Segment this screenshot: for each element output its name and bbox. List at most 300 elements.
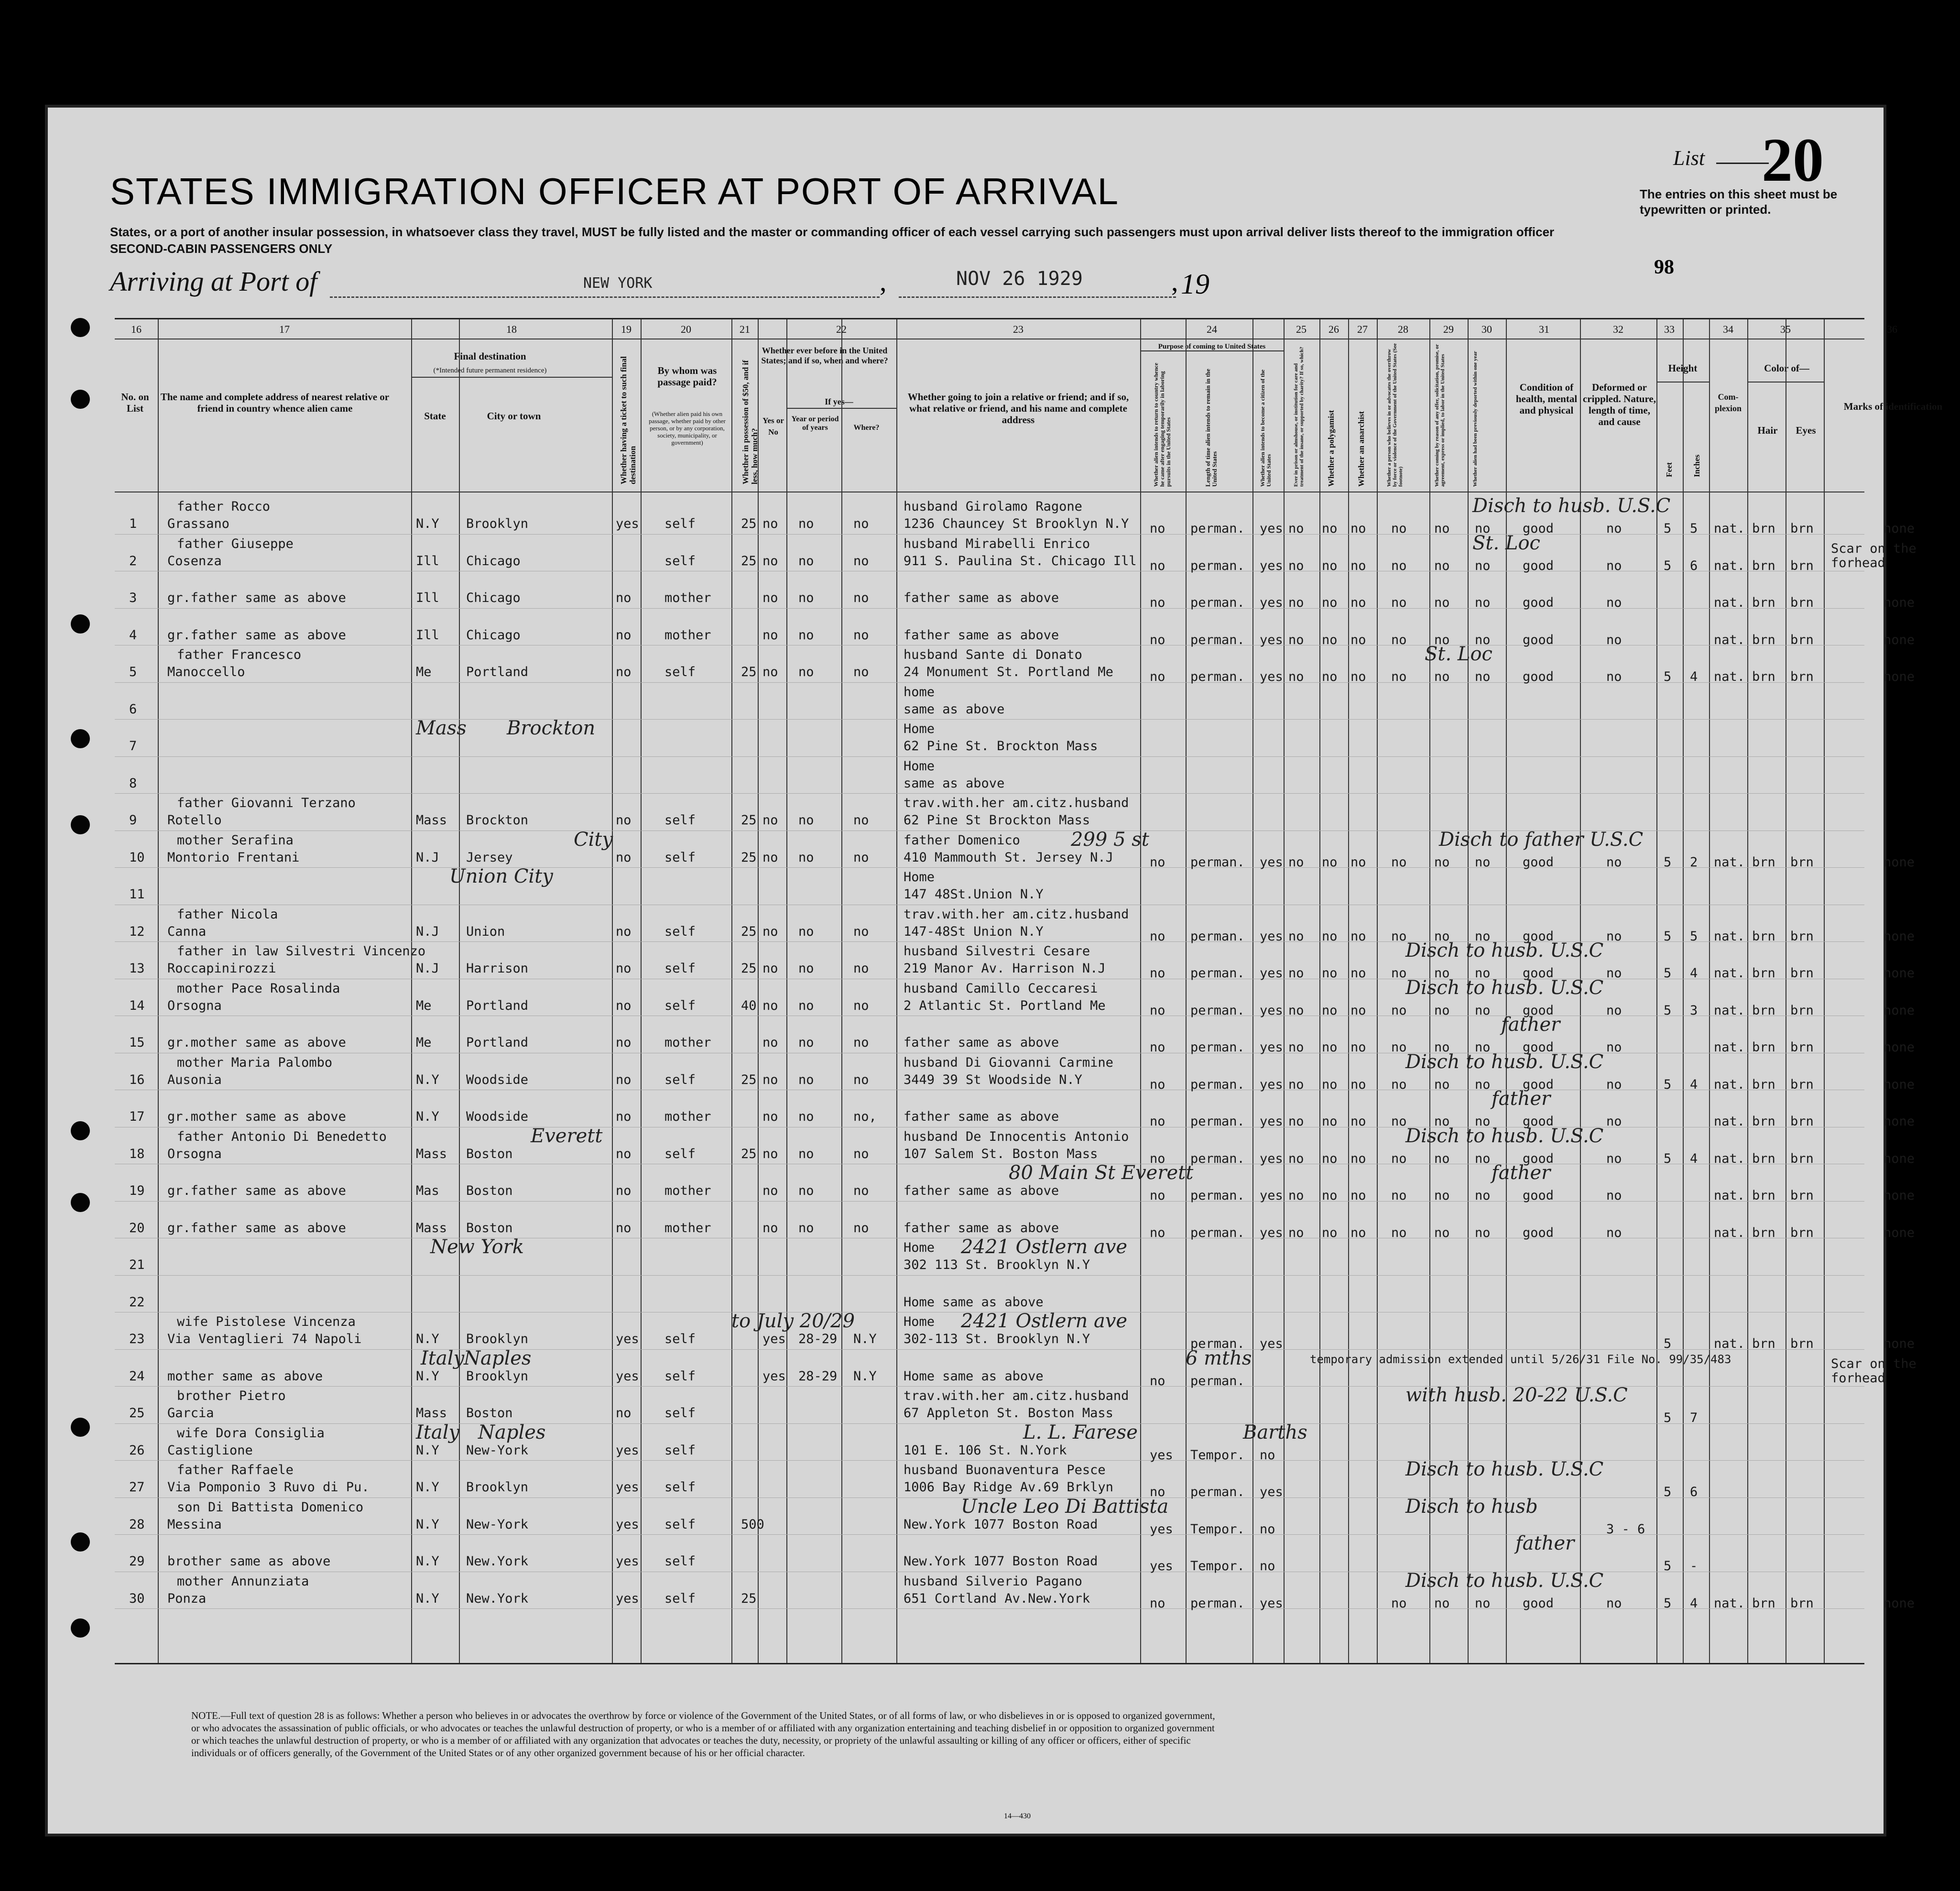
- passage-paid: mother: [664, 590, 711, 605]
- height-inches: 6: [1690, 1485, 1698, 1499]
- passage-paid: self: [664, 1443, 696, 1458]
- passage-paid: self: [664, 924, 696, 939]
- column-rule: [1747, 319, 1748, 1663]
- deformed-value: no: [1606, 1003, 1622, 1018]
- column-number: 24: [1207, 323, 1217, 335]
- q29-value: no: [1434, 1596, 1450, 1611]
- q26-value: no: [1322, 1077, 1338, 1092]
- passage-paid: mother: [664, 1035, 711, 1050]
- height-inches: 7: [1690, 1410, 1698, 1425]
- relative-line-2: Ponza: [167, 1591, 207, 1606]
- q25-value: no: [1288, 595, 1304, 610]
- dest-city: New.York: [466, 1591, 529, 1606]
- q29-value: no: [1434, 1114, 1450, 1129]
- where-value: no: [853, 998, 869, 1013]
- dest-state: Mass: [416, 1220, 447, 1235]
- cash-amount: 25: [741, 850, 757, 865]
- complexion-value: nat.: [1714, 966, 1745, 981]
- purpose-citizen: yes: [1260, 1077, 1283, 1092]
- where-value: no: [853, 627, 869, 643]
- eyes-value: brn: [1790, 1114, 1814, 1129]
- relative-line-2: Manoccello: [167, 665, 245, 679]
- relative-line-2: gr.father same as above: [167, 627, 346, 643]
- purpose-citizen: yes: [1260, 1151, 1283, 1166]
- row-number: 19: [129, 1183, 145, 1198]
- height-feet: 5: [1664, 1485, 1672, 1499]
- hdr-relative: The name and complete address of nearest relative or friend in country whence alien came: [160, 391, 390, 414]
- marks-value: none: [1884, 1188, 1915, 1203]
- eyes-value: brn: [1790, 1040, 1814, 1055]
- height-inches: 4: [1690, 966, 1698, 981]
- marks-value: none: [1884, 1040, 1915, 1055]
- q27-value: no: [1350, 521, 1366, 536]
- hair-value: brn: [1752, 669, 1775, 684]
- hdr-passage: By whom was passage paid?: [657, 365, 717, 388]
- ticket-value: no: [616, 1146, 632, 1161]
- cash-amount: 25: [741, 1591, 757, 1606]
- joining-line-2: New.York 1077 Boston Road: [904, 1554, 1098, 1569]
- sheet-code: 98: [1654, 256, 1674, 278]
- hdr-eyes: Eyes: [1796, 425, 1816, 436]
- passage-paid: self: [664, 1072, 696, 1087]
- where-value: no: [853, 961, 869, 976]
- period-years: no: [798, 665, 814, 679]
- deformed-value: no: [1606, 854, 1622, 870]
- dest-state: Mass: [416, 1146, 447, 1161]
- row-number: 4: [129, 627, 137, 643]
- marks-value: none: [1884, 1596, 1915, 1611]
- health-value: good: [1523, 1225, 1554, 1240]
- eyes-value: brn: [1790, 966, 1814, 981]
- where-value: no: [853, 813, 869, 828]
- ever-before: no: [762, 998, 778, 1013]
- hdr-complexion: Com-plexion: [1714, 392, 1742, 413]
- deformed-value: no: [1606, 1151, 1622, 1166]
- subheader-rule: [1747, 382, 1824, 383]
- deformed-value: no: [1606, 595, 1622, 610]
- handwritten-state: Italy: [421, 1347, 465, 1369]
- cash-amount: 25: [741, 1146, 757, 1161]
- hair-value: brn: [1752, 1114, 1775, 1129]
- relative-line-2: Rotello: [167, 813, 222, 828]
- cash-amount: 25: [741, 924, 757, 939]
- joining-line-2: 911 S. Paulina St. Chicago Ill: [904, 553, 1137, 568]
- purpose-citizen: yes: [1260, 1188, 1283, 1203]
- q29-value: no: [1434, 1003, 1450, 1018]
- height-inches: 4: [1690, 1151, 1698, 1166]
- row-rule: [115, 682, 1864, 683]
- complexion-value: nat.: [1714, 1003, 1745, 1018]
- hair-value: brn: [1752, 966, 1775, 981]
- q30-value: no: [1475, 521, 1491, 536]
- ever-before: no: [762, 1220, 778, 1235]
- eyes-value: brn: [1790, 595, 1814, 610]
- purpose-length: perman.: [1190, 1225, 1245, 1240]
- joining-line-2: 62 Pine St. Brockton Mass: [904, 739, 1098, 754]
- purpose-length: perman.: [1190, 1040, 1245, 1055]
- joining-line-2: father same as above: [904, 590, 1059, 605]
- period-years: no: [798, 1183, 814, 1198]
- joining-line-2: 219 Manor Av. Harrison N.J: [904, 961, 1106, 976]
- purpose-return: no: [1150, 1040, 1165, 1055]
- complexion-value: nat.: [1714, 1188, 1745, 1203]
- height-feet: 5: [1664, 1077, 1672, 1092]
- health-value: good: [1523, 929, 1554, 944]
- purpose-citizen: yes: [1260, 1336, 1283, 1351]
- handwritten-note: St. Loc: [1472, 532, 1540, 554]
- form-number: 14—430: [1004, 1812, 1031, 1820]
- height-inches: 3: [1690, 1003, 1698, 1018]
- marks-value: none: [1884, 929, 1915, 944]
- purpose-return: yes: [1150, 1447, 1173, 1463]
- where-value: no: [853, 1035, 869, 1050]
- row-number: 20: [129, 1220, 145, 1235]
- dest-state: N.J: [416, 924, 439, 939]
- eyes-value: brn: [1790, 1188, 1814, 1203]
- purpose-length: perman.: [1190, 669, 1245, 684]
- hdr-purpose-a: Whether alien intends to return to country whence he came after engaging temporarily in laboring pursuits in the United States: [1153, 362, 1172, 487]
- relative-line-2: Cosenza: [167, 553, 222, 568]
- marks-value: Scar on the forhead: [1831, 541, 1916, 570]
- deformed-value: no: [1606, 1114, 1622, 1129]
- joining-line-1: Home: [904, 721, 935, 736]
- marks-value: none: [1884, 521, 1915, 536]
- q28-value: no: [1391, 1114, 1407, 1129]
- column-number: 22: [836, 323, 847, 335]
- row-number: 26: [129, 1443, 145, 1458]
- complexion-value: nat.: [1714, 1040, 1745, 1055]
- health-annotation: Disch to husb. U.S.C: [1472, 495, 1671, 517]
- eyes-value: brn: [1790, 1336, 1814, 1351]
- relative-line-2: Ausonia: [167, 1072, 222, 1087]
- handwritten-note: Disch to husb. U.S.C: [1405, 1050, 1604, 1073]
- relative-line-2: gr.father same as above: [167, 1220, 346, 1235]
- column-number: 36: [1887, 323, 1897, 335]
- joining-line-2: 3449 39 St Woodside N.Y: [904, 1072, 1082, 1087]
- handwritten-city: Naples: [464, 1347, 532, 1369]
- column-rule: [158, 319, 159, 1663]
- q27-value: no: [1350, 854, 1366, 870]
- q26-value: no: [1322, 521, 1338, 536]
- purpose-length: perman.: [1190, 558, 1245, 573]
- ever-before: no: [762, 590, 778, 605]
- hdr-deformed: Deformed or crippled. Nature, length of time, and cause: [1582, 382, 1656, 427]
- hdr-purpose: Purpose of coming to United States: [1158, 343, 1266, 350]
- purpose-return: no: [1150, 632, 1165, 647]
- q29-value: no: [1434, 595, 1450, 610]
- year-prefix: 19: [1181, 268, 1209, 300]
- column-number: 19: [621, 323, 632, 335]
- row-number: 12: [129, 924, 145, 939]
- handwritten-note: with husb. 20-22 U.S.C: [1405, 1384, 1628, 1406]
- q25-value: no: [1288, 1040, 1304, 1055]
- relative-line-1: mother Serafina: [177, 832, 294, 848]
- marks-value: none: [1884, 632, 1915, 647]
- relative-line-2: brother same as above: [167, 1554, 331, 1569]
- q26-value: no: [1322, 558, 1338, 573]
- where-value: no: [853, 1220, 869, 1235]
- ticket-value: no: [616, 665, 632, 679]
- column-number: 27: [1357, 323, 1368, 335]
- where-value: no: [853, 1146, 869, 1161]
- row-number: 10: [129, 850, 145, 865]
- handwritten-city: Brockton: [507, 717, 596, 739]
- q26-value: no: [1322, 632, 1338, 647]
- eyes-value: brn: [1790, 1596, 1814, 1611]
- joining-line-1: Home: [904, 758, 935, 774]
- hdr-anarchist: Whether an anarchist: [1357, 411, 1366, 487]
- row-number: 6: [129, 701, 137, 717]
- ever-before: no: [762, 1146, 778, 1161]
- passage-paid: self: [664, 813, 696, 828]
- relative-line-1: father Giovanni Terzano: [177, 796, 356, 810]
- cash-amount: 25: [741, 665, 757, 679]
- port-line: [330, 296, 880, 298]
- purpose-citizen: yes: [1260, 1596, 1283, 1611]
- row-rule: [115, 793, 1864, 794]
- relative-line-1: brother Pietro: [177, 1388, 286, 1403]
- period-years: no: [798, 627, 814, 643]
- height-feet: 5: [1664, 1003, 1672, 1018]
- complexion-value: nat.: [1714, 1225, 1745, 1240]
- hair-value: brn: [1752, 1077, 1775, 1092]
- purpose-return: no: [1150, 854, 1165, 870]
- marks-value: none: [1884, 1077, 1915, 1092]
- date-stamp: NOV 26 1929: [956, 268, 1083, 290]
- purpose-citizen: yes: [1260, 1485, 1283, 1499]
- row-number: 3: [129, 590, 137, 605]
- q25-value: no: [1288, 1077, 1304, 1092]
- column-rule: [1656, 319, 1657, 1663]
- manifest-table: [115, 318, 1943, 1664]
- passage-paid: self: [664, 516, 696, 531]
- purpose-length: perman.: [1190, 1373, 1245, 1388]
- handwritten-city: New York: [430, 1236, 524, 1258]
- health-value: good: [1523, 1040, 1554, 1055]
- column-rule: [1709, 319, 1710, 1663]
- hair-value: brn: [1752, 1188, 1775, 1203]
- height-inches: 4: [1690, 1077, 1698, 1092]
- joining-line-2: 101 E. 106 St. N.York: [904, 1443, 1067, 1458]
- passage-paid: self: [664, 1554, 696, 1569]
- column-number: 31: [1539, 323, 1549, 335]
- subheader-rule: [1656, 382, 1709, 383]
- row-number: 18: [129, 1146, 145, 1161]
- handwritten-city: City: [574, 828, 613, 851]
- purpose-citizen: yes: [1260, 521, 1283, 536]
- column-rule: [1824, 319, 1825, 1663]
- q30-value: no: [1475, 1003, 1491, 1018]
- column-rule: [459, 319, 460, 1663]
- binder-hole: [71, 1618, 90, 1638]
- port-value: NEW YORK: [583, 275, 653, 292]
- period-years: no: [798, 1072, 814, 1087]
- dest-state: Ill: [416, 627, 439, 643]
- ticket-value: no: [616, 590, 632, 605]
- q26-value: no: [1322, 1188, 1338, 1203]
- q30-value: no: [1475, 632, 1491, 647]
- page-title: STATES IMMIGRATION OFFICER AT PORT OF ARRIVAL: [110, 170, 1120, 212]
- handwritten-name: L. L. Farese: [1023, 1421, 1138, 1443]
- q28-value: no: [1391, 1151, 1407, 1166]
- dest-city: Boston: [466, 1220, 513, 1235]
- handwritten-note: St. Loc: [1425, 643, 1492, 665]
- marks-value: none: [1884, 966, 1915, 981]
- health-value: good: [1523, 632, 1554, 647]
- q30-value: no: [1475, 595, 1491, 610]
- binder-hole: [71, 614, 90, 634]
- handwritten-note: Disch to husb. U.S.C: [1405, 976, 1604, 999]
- q29-value: no: [1434, 854, 1450, 870]
- q29-value: no: [1434, 558, 1450, 573]
- height-inches: 4: [1690, 1596, 1698, 1611]
- q29-value: no: [1434, 1151, 1450, 1166]
- joining-line-2: 67 Appleton St. Boston Mass: [904, 1406, 1113, 1421]
- joining-line-2: 1236 Chauncey St Brooklyn N.Y: [904, 516, 1129, 531]
- sheet-note: The entries on this sheet must be typewritten or printed.: [1640, 187, 1838, 217]
- height-feet: 5: [1664, 929, 1672, 944]
- q29-value: no: [1434, 929, 1450, 944]
- joining-line-1: father Domenico: [904, 832, 1020, 848]
- eyes-value: brn: [1790, 1225, 1814, 1240]
- purpose-citizen: yes: [1260, 1040, 1283, 1055]
- ever-before: no: [762, 1035, 778, 1050]
- subtitle-instructions: States, or a port of another insular possession, in whatsoever class they travel, MUST be fully listed and the master or commanding officer of each vessel carrying such passengers must upon arrival deliver lists thereof to the immigration officer: [110, 225, 1555, 239]
- where-value: N.Y: [853, 1332, 877, 1346]
- health-value: good: [1523, 1596, 1554, 1611]
- ticket-value: yes: [616, 1443, 639, 1458]
- eyes-value: brn: [1790, 632, 1814, 647]
- row-number: 15: [129, 1035, 145, 1050]
- handwritten-note: Disch to husb: [1405, 1495, 1538, 1518]
- deformed-value: no: [1606, 521, 1622, 536]
- relative-line-1: mother Pace Rosalinda: [177, 981, 340, 996]
- ticket-value: no: [616, 627, 632, 643]
- complexion-value: nat.: [1714, 595, 1745, 610]
- hair-value: brn: [1752, 1225, 1775, 1240]
- joining-line-2: New.York 1077 Boston Road: [904, 1517, 1098, 1532]
- deformed-value: no: [1606, 966, 1622, 981]
- hdr-feet: Feet: [1665, 462, 1674, 477]
- relative-line-2: Canna: [167, 924, 207, 939]
- height-feet: 5: [1664, 521, 1672, 536]
- dest-city: Boston: [466, 1146, 513, 1161]
- q28-value: no: [1391, 1077, 1407, 1092]
- joining-line-1: husband Silvestri Cesare: [904, 944, 1090, 959]
- where-value: no: [853, 516, 869, 531]
- complexion-value: nat.: [1714, 632, 1745, 647]
- q26-value: no: [1322, 1114, 1338, 1129]
- purpose-return: no: [1150, 1225, 1165, 1240]
- date-line: [899, 296, 1176, 298]
- marks-value: none: [1884, 595, 1915, 610]
- relative-line-2: Roccapinirozzi: [167, 961, 276, 976]
- admission-extension-note: temporary admission extended until 5/26/31 File No. 99/35/483: [1310, 1352, 1731, 1366]
- dest-state: N.Y: [416, 1480, 439, 1495]
- hdr-yes-no: Yes or No: [762, 416, 784, 437]
- purpose-return: no: [1150, 1373, 1165, 1388]
- column-rule: [1284, 319, 1285, 1663]
- dest-state: Ill: [416, 553, 439, 568]
- q27-value: no: [1350, 1188, 1366, 1203]
- q28-value: no: [1391, 1040, 1407, 1055]
- q29-value: no: [1434, 966, 1450, 981]
- dest-city: Portland: [466, 1035, 529, 1050]
- relative-line-2: mother same as above: [167, 1368, 323, 1384]
- period-years: no: [798, 1220, 814, 1235]
- purpose-return: no: [1150, 669, 1165, 684]
- period-years: no: [798, 998, 814, 1013]
- cash-amount: 25: [741, 516, 757, 531]
- dest-city: Brooklyn: [466, 1332, 529, 1346]
- joining-line-2: 107 Salem St. Boston Mass: [904, 1146, 1098, 1161]
- passage-paid: self: [664, 1368, 696, 1384]
- hair-value: brn: [1752, 595, 1775, 610]
- complexion-value: nat.: [1714, 1336, 1745, 1351]
- passage-paid: mother: [664, 1220, 711, 1235]
- handwritten-note: Disch to father U.S.C: [1439, 828, 1644, 851]
- dest-state: N.Y: [416, 516, 439, 531]
- hdr-joining: Whether going to join a relative or friend; and if so, what relative or friend, and his name and complete address: [907, 391, 1129, 426]
- dest-city: Woodside: [466, 1072, 529, 1087]
- purpose-return: no: [1150, 1003, 1165, 1018]
- purpose-return: yes: [1150, 1521, 1173, 1537]
- health-value: good: [1523, 854, 1554, 870]
- subtitle-class: SECOND-CABIN PASSENGERS ONLY: [110, 241, 333, 256]
- q25-value: no: [1288, 1114, 1304, 1129]
- where-value: no,: [853, 1109, 877, 1124]
- ever-before: yes: [762, 1332, 786, 1346]
- column-rule: [1186, 319, 1187, 1663]
- column-number: 28: [1398, 323, 1408, 335]
- passage-paid: self: [664, 850, 696, 865]
- complexion-value: nat.: [1714, 1151, 1745, 1166]
- hdr-prison: Ever in prison or almshouse, or institution for care and treatment of the insane, or supported by charity? If so, which?: [1293, 347, 1305, 487]
- ever-before: no: [762, 1183, 778, 1198]
- ever-before: no: [762, 553, 778, 568]
- deformed-value: no: [1606, 1188, 1622, 1203]
- row-number: 17: [129, 1109, 145, 1124]
- q26-value: no: [1322, 1003, 1338, 1018]
- row-number: 22: [129, 1294, 145, 1310]
- cash-amount: 25: [741, 813, 757, 828]
- handwritten-note: Disch to husb. U.S.C: [1405, 1125, 1604, 1147]
- joining-line-2: father same as above: [904, 627, 1059, 643]
- hdr-q28: Whether a person who believes in or advocates the overthrow by force or violence of the Government of the United States (See footnote): [1386, 343, 1404, 487]
- passage-paid: self: [664, 1480, 696, 1495]
- dest-city: Chicago: [466, 553, 521, 568]
- deformed-value: no: [1606, 669, 1622, 684]
- dest-city: New-York: [466, 1517, 529, 1532]
- dest-city: Boston: [466, 1406, 513, 1421]
- ticket-value: no: [616, 850, 632, 865]
- hair-value: brn: [1752, 1040, 1775, 1055]
- handwritten-date: to July 20/29: [731, 1310, 855, 1332]
- joining-line-2: 302 113 St. Brooklyn N.Y: [904, 1257, 1090, 1272]
- passage-paid: mother: [664, 1183, 711, 1198]
- column-number: 17: [279, 323, 290, 335]
- purpose-length: perman.: [1190, 1077, 1245, 1092]
- purpose-length: perman.: [1190, 521, 1245, 536]
- hdr-polygamist: Whether a polygamist: [1327, 410, 1336, 487]
- dest-city: Woodside: [466, 1109, 529, 1124]
- deformed-value: no: [1606, 632, 1622, 647]
- hair-value: brn: [1752, 558, 1775, 573]
- column-number: 34: [1723, 323, 1733, 335]
- deformed-value: no: [1606, 1040, 1622, 1055]
- hair-value: brn: [1752, 1151, 1775, 1166]
- ticket-value: no: [616, 1035, 632, 1050]
